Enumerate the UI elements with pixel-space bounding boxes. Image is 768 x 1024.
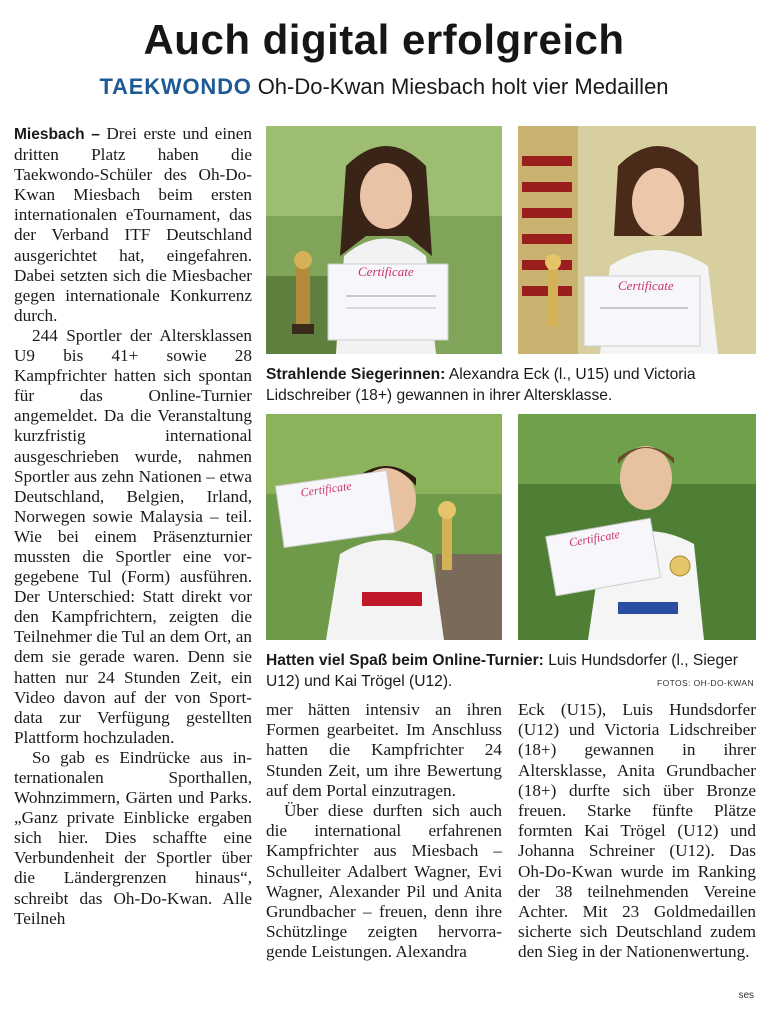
- certificate-label: Certificate: [567, 526, 621, 550]
- caption-text: Alexandra Eck (l., U15) und Victoria Lidschreiber (18+) gewannen in ihrer Altersklasse.: [266, 366, 696, 404]
- article-column-1: [14, 124, 252, 1014]
- photo-kai-troegel: [518, 414, 756, 640]
- certificate-label: Certificate: [358, 264, 414, 279]
- caption-text: Luis Hundsdorfer (l., Sieger U12) und Kai Trögel (U12).: [266, 652, 739, 690]
- article-paragraph: [14, 124, 252, 326]
- photo-alexandra-eck: [266, 126, 502, 354]
- dateline: Miesbach –: [14, 126, 100, 143]
- photo-victoria-lidschreiber: [518, 126, 756, 354]
- caption-lead: Hatten viel Spaß beim Online-Turnier:: [266, 652, 544, 669]
- article-column-2: [266, 700, 502, 1010]
- photo-caption-1: [266, 364, 756, 406]
- photo-credit: FOTOS: OH-DO-KWAN: [657, 678, 754, 688]
- author-signature: ses: [738, 990, 754, 1001]
- article-paragraph: Über diese durften sich auch die international erfahrenen Kampfrichter aus Miesbach – Schulleiter Adalbert Wagner, Evi Wagner, Alexander Pil und Anita Grundbacher – freuen, denn ihre Schützlinge zeigten hervorragende Leistungen. Alexandra: [266, 801, 502, 962]
- photo-luis-hundsdorfer: [266, 414, 502, 640]
- certificate-label: Certificate: [299, 478, 353, 500]
- article-paragraph: mer hätten intensiv an ihren Formen gearbeitet. Im Anschluss hatten die Kampfrichter 24 Stunden Zeit, um ihre Bewertung auf dem Portal einzutragen.: [266, 700, 502, 800]
- section-kicker: TAEKWONDO: [99, 74, 252, 99]
- headline: Auch digital erfolgreich: [143, 16, 625, 63]
- paragraph-text: Drei erste und einen dritten Platz haben die Taekwondo-Schüler des Oh-Do-Kwan Miesbach beim ersten internationalen eTournament, das der Verband ITF Deutschland ausgerichtet hat, eingefahren. Dabei setzten sich die Miesbacher gegen internationale Konkurrenz durch.: [14, 124, 252, 325]
- caption-lead: Strahlende Siegerinnen:: [266, 366, 446, 383]
- article-paragraph: So gab es Eindrücke aus internationalen Sporthallen, Wohnzimmern, Gärten und Parks. „Ganz private Einblicke ergaben sich hier. Dies schaffte eine Verbundenheit der Sportler über die Ländergrenzen hinaus“, schreibt das Oh-Do-Kwan. Alle Teilneh: [14, 747, 252, 928]
- certificate-label: Certificate: [618, 278, 674, 293]
- subheadline: [0, 74, 768, 100]
- article-paragraph: 244 Sportler der Altersklassen U9 bis 41+ sowie 28 Kampfrichter hatten sich spontan für das Online-Turnier angemeldet. Da die Veranstaltung kurzfristig international ausgeschrieben wurde, nahmen Sportler aus zehn Nationen – etwa Deutschland, Belgien, Irland, Norwegen sowie Malaysia – teil. Wie bei einem Präsenzturnier mussten die Sportler eine vorgegebene Tul (Form) ausführen. Der Unterschied: Statt direkt vor den Kampfrichtern, zeigten die Teilnehmer die Tul an dem Ort, an dem sie gerade waren. Denn sie hatten nur 24 Stunden Zeit, ein Video davon auf der von Sportdata zur Verfügung gestellten Plattform hochzuladen.: [14, 325, 252, 747]
- subheadline-text: Oh-Do-Kwan Miesbach holt vier Medaillen: [257, 74, 669, 99]
- article-paragraph: Eck (U15), Luis Hundsdorfer (U12) und Victoria Lidschreiber (18+) gewannen in ihrer Altersklasse, Anita Grundbacher (18+) durfte sich über Bronze freuen. Starke fünfte Plätze formten Kai Trögel (U12) und Johanna Schreiner (U12). Das Oh-Do-Kwan wurde im Ranking der 38 teilnehmenden Vereine Achter. Mit 23 Goldmedaillen sicherte sich Deutschland zudem den Sieg in der Nationenwertung.: [518, 700, 756, 962]
- article-column-3: [518, 700, 756, 1010]
